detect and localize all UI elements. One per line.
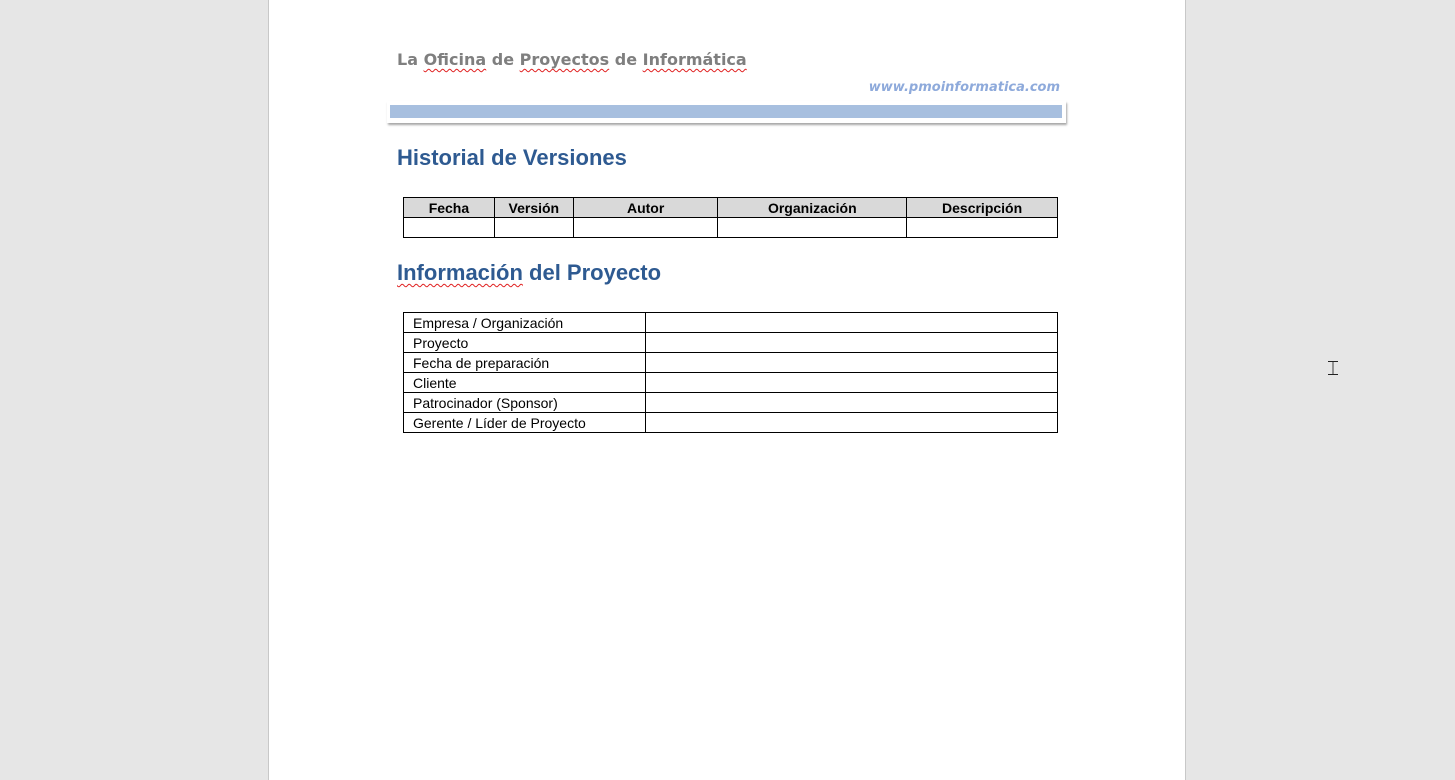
project-info-table [403, 312, 1058, 433]
row-value-cell[interactable] [645, 373, 1057, 393]
header-url: www.pmoinformatica.com [868, 80, 1060, 95]
header-org-text: Proyectos [519, 50, 610, 69]
row-value-cell[interactable] [645, 313, 1057, 333]
header-divider-bar [387, 101, 1066, 123]
column-header-autor: Autor [573, 198, 718, 218]
table-row [404, 373, 1058, 393]
row-value-cell[interactable] [645, 333, 1057, 353]
row-value-cell[interactable] [645, 353, 1057, 373]
header-org-text: La [397, 50, 424, 69]
header-org-text: Oficina [423, 50, 487, 69]
row-value-cell[interactable] [645, 393, 1057, 413]
table-cell[interactable] [907, 218, 1058, 238]
table-row [404, 353, 1058, 373]
table-row [404, 413, 1058, 433]
document-page[interactable] [268, 0, 1186, 780]
column-header-fecha: Fecha [404, 198, 495, 218]
table-header-row [404, 198, 1058, 218]
row-label: Cliente [404, 373, 646, 393]
header-org-text: de [486, 50, 520, 69]
row-label: Empresa / Organización [404, 313, 646, 333]
versions-heading: Historial de Versiones [397, 145, 627, 170]
table-row [404, 393, 1058, 413]
project-info-heading-text: Información [397, 260, 523, 285]
row-label: Proyecto [404, 333, 646, 353]
row-label: Fecha de preparación [404, 353, 646, 373]
row-value-cell[interactable] [645, 413, 1057, 433]
table-row [404, 333, 1058, 353]
table-row [404, 313, 1058, 333]
row-label: Gerente / Líder de Proyecto [404, 413, 646, 433]
column-header-version: Versión [494, 198, 573, 218]
column-header-organizacion: Organización [718, 198, 907, 218]
table-cell[interactable] [494, 218, 573, 238]
table-cell[interactable] [573, 218, 718, 238]
table-row [404, 218, 1058, 238]
text-cursor-icon: ⌶ [1327, 356, 1339, 380]
table-cell[interactable] [404, 218, 495, 238]
row-label: Patrocinador (Sponsor) [404, 393, 646, 413]
table-cell[interactable] [718, 218, 907, 238]
header-org-text: de [609, 50, 643, 69]
project-info-heading-text: del Proyecto [522, 260, 662, 285]
header-org-text: Informática [642, 50, 747, 69]
project-info-heading [397, 260, 661, 286]
column-header-descripcion: Descripción [907, 198, 1058, 218]
header-divider-fill [390, 105, 1062, 118]
versions-table [403, 197, 1058, 238]
header-organization-title [397, 50, 747, 69]
